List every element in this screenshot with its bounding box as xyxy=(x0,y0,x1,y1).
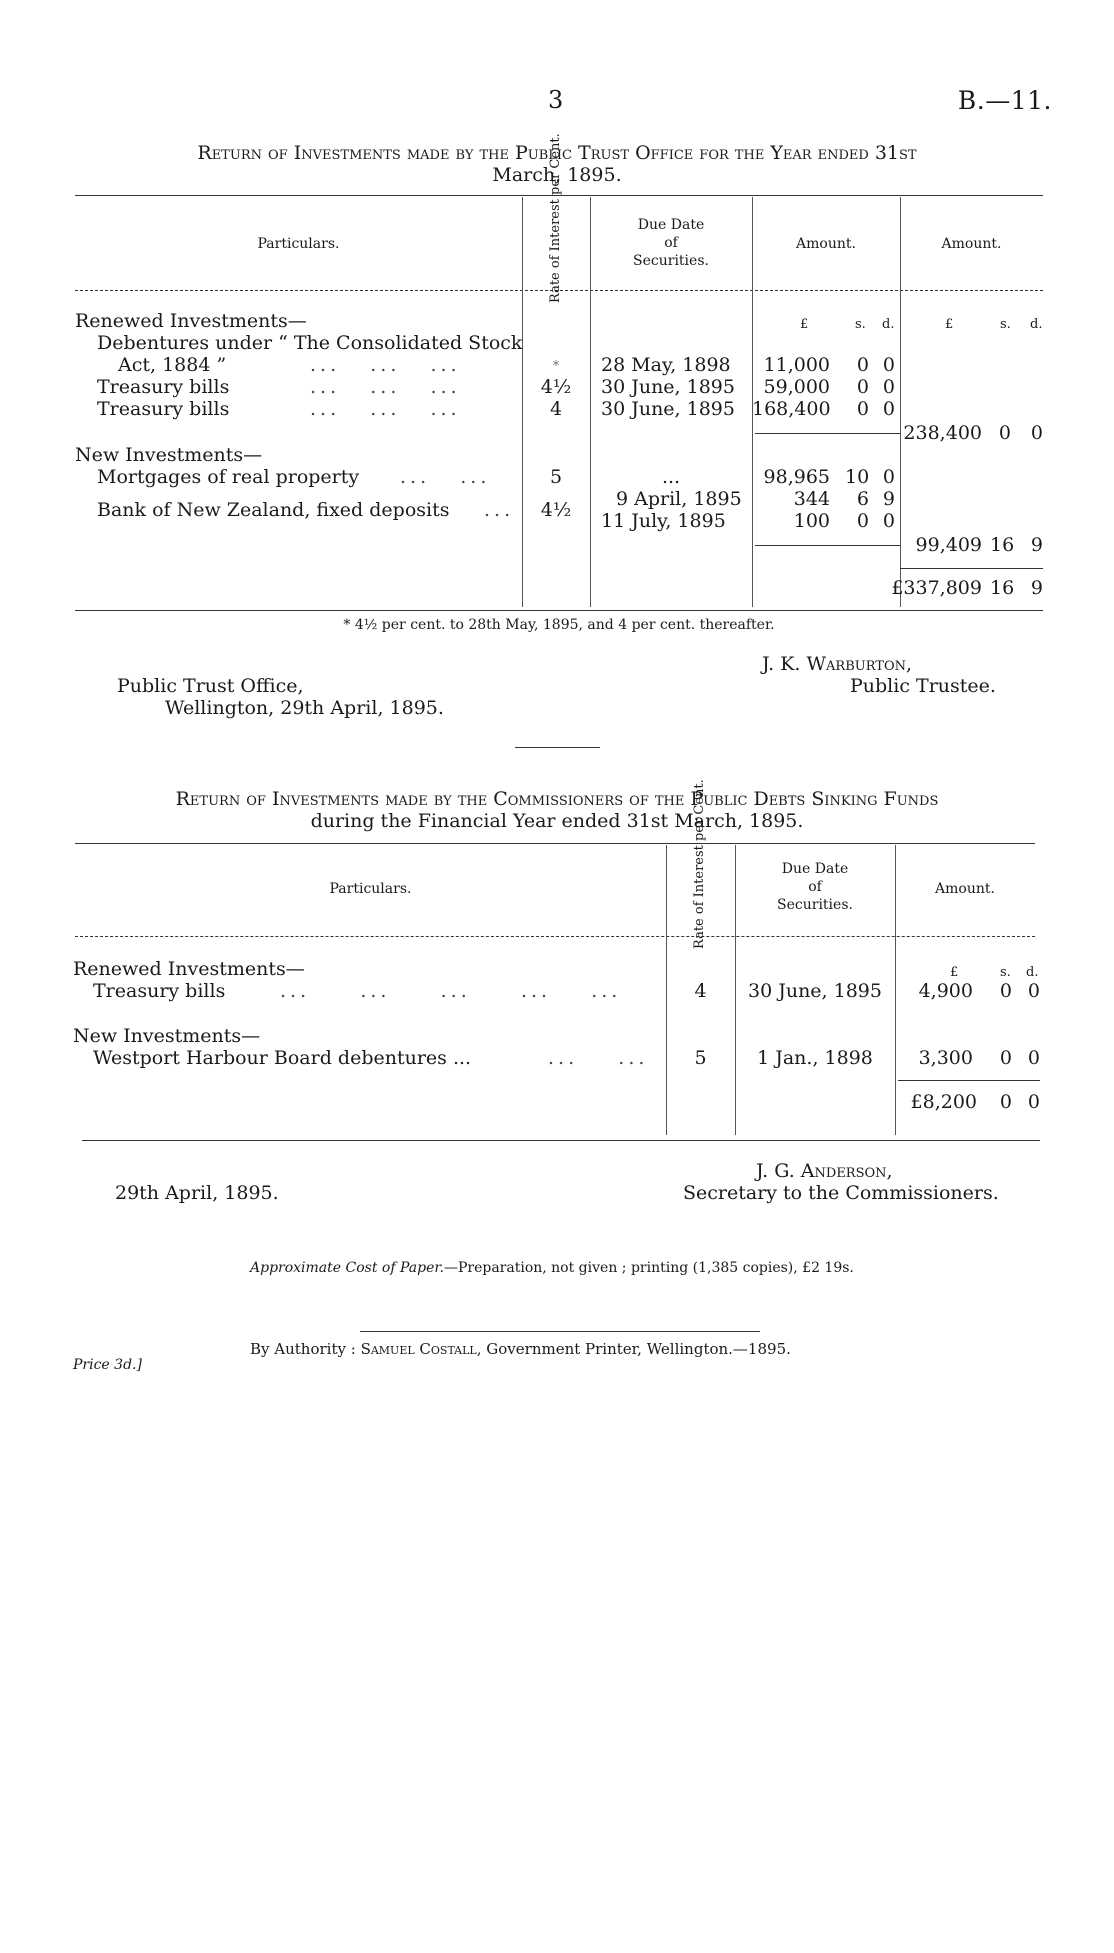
subtotal-pence: 9 xyxy=(1030,534,1043,556)
row-pence: 0 xyxy=(882,354,895,376)
leader-dots: ... ... ... xyxy=(310,376,461,398)
row-rate: 5 xyxy=(694,1047,707,1069)
grand-total-shillings: 16 xyxy=(990,577,1015,599)
row-pounds: 4,900 xyxy=(918,980,973,1002)
table1-title-line2: March, 1895. xyxy=(492,164,622,186)
row-due-date: 1 Jan., 1898 xyxy=(757,1047,873,1069)
row-due-date: 30 June, 1895 xyxy=(601,376,735,398)
leader-dots: ... xyxy=(484,499,515,521)
leader-dots: ... ... xyxy=(548,1047,649,1069)
row-pence: 0 xyxy=(882,398,895,420)
row-label-continued: Act, 1884 ” xyxy=(118,354,227,376)
signatory-title: Public Trustee. xyxy=(850,675,996,697)
unit-pence: d. xyxy=(1026,965,1039,980)
row-pounds: 3,300 xyxy=(918,1047,973,1069)
table1-title-line1: Return of Investments made by the Public Trust Office for the Year ended 31st xyxy=(197,142,917,164)
table2-header-rule xyxy=(75,936,1035,937)
section-heading-new: New Investments— xyxy=(73,1025,261,1047)
unit-shillings: s. xyxy=(1000,317,1011,332)
row-due-date: 9 April, 1895 xyxy=(616,488,742,510)
section-heading-new: New Investments— xyxy=(75,444,263,466)
unit-pence: d. xyxy=(882,317,895,332)
row-due-date: 30 June, 1895 xyxy=(748,980,882,1002)
table2-title-line2: during the Financial Year ended 31st March, 1895. xyxy=(310,810,804,832)
row-pounds: 11,000 xyxy=(763,354,830,376)
subtotal-shillings: 0 xyxy=(998,422,1011,444)
document-reference: B.—11. xyxy=(957,86,1052,115)
row-pounds: 344 xyxy=(793,488,830,510)
office-address-line2: Wellington, 29th April, 1895. xyxy=(165,697,444,719)
unit-shillings: s. xyxy=(855,317,866,332)
page-number: 3 xyxy=(548,86,564,114)
grand-total-pounds: £8,200 xyxy=(910,1091,977,1113)
row-shillings: 0 xyxy=(856,398,869,420)
total-rule xyxy=(900,568,1043,569)
table1-header-rate: Rate of Interest per Cent. xyxy=(548,133,563,303)
table1-header-particulars: Particulars. xyxy=(257,236,340,252)
subtotal-rule xyxy=(755,545,900,546)
row-pence: 0 xyxy=(1027,1047,1040,1069)
subtotal-rule xyxy=(755,433,900,434)
grand-total-pence: 0 xyxy=(1027,1091,1040,1113)
grand-total-shillings: 0 xyxy=(999,1091,1012,1113)
table2-header-rate: Rate of Interest per Cent. xyxy=(692,779,707,949)
leader-dots: ... ... ... xyxy=(310,398,461,420)
table2-top-rule xyxy=(75,843,1035,844)
table1-footnote: * 4½ per cent. to 28th May, 1895, and 4 per cent. thereafter. xyxy=(343,617,775,633)
row-due-date: 28 May, 1898 xyxy=(601,354,731,376)
unit-pounds: £ xyxy=(950,965,959,980)
row-label: Treasury bills xyxy=(97,398,230,420)
unit-shillings: s. xyxy=(1000,965,1011,980)
row-label: Westport Harbour Board debentures ... xyxy=(93,1047,472,1069)
row-pence: 9 xyxy=(882,488,895,510)
printer-authority: By Authority : Samuel Costall, Government Printer, Wellington.—1895. xyxy=(250,1340,791,1358)
subtotal-shillings: 16 xyxy=(990,534,1015,556)
table2-header-amount: Amount. xyxy=(935,881,995,897)
row-pence: 0 xyxy=(882,466,895,488)
table1-bottom-rule xyxy=(75,610,1043,611)
row-label: Treasury bills xyxy=(93,980,226,1002)
row-pounds: 59,000 xyxy=(763,376,830,398)
row-shillings: 0 xyxy=(999,1047,1012,1069)
signatory-title: Secretary to the Commissioners. xyxy=(683,1182,999,1204)
table1-header-amount: Amount. xyxy=(796,236,856,252)
row-rate: * xyxy=(552,359,560,374)
row-label: Treasury bills xyxy=(97,376,230,398)
row-pence: 0 xyxy=(1027,980,1040,1002)
leader-dots: ... ... ... xyxy=(310,354,461,376)
row-label: Mortgages of real property xyxy=(97,466,360,488)
row-due-date: ... xyxy=(661,466,681,488)
table2-title-line1: Return of Investments made by the Commissioners of the Public Debts Sinking Funds xyxy=(175,788,939,810)
unit-pounds: £ xyxy=(800,317,809,332)
row-rate: 4 xyxy=(694,980,707,1002)
row-shillings: 0 xyxy=(856,376,869,398)
unit-pence: d. xyxy=(1030,317,1043,332)
row-due-date: 30 June, 1895 xyxy=(601,398,735,420)
row-shillings: 0 xyxy=(856,354,869,376)
table2-bottom-rule xyxy=(82,1140,1040,1141)
price-label: Price 3d.] xyxy=(73,1357,142,1373)
leader-dots: ... ... ... ... ... xyxy=(280,980,622,1002)
row-pence: 0 xyxy=(882,376,895,398)
section-heading-renewed: Renewed Investments— xyxy=(73,958,305,980)
cost-of-paper-note: Approximate Cost of Paper.—Preparation, not given ; printing (1,385 copies), £2 19s. xyxy=(250,1260,854,1276)
row-rate: 5 xyxy=(549,466,563,488)
row-rate: 4½ xyxy=(540,499,572,521)
row-pounds: 100 xyxy=(793,510,830,532)
section-separator xyxy=(515,747,600,748)
footer-rule xyxy=(360,1331,760,1332)
cost-of-paper-label: Approximate Cost of Paper. xyxy=(250,1260,444,1276)
row-pence: 0 xyxy=(882,510,895,532)
grand-total-pounds: £337,809 xyxy=(891,577,982,599)
row-shillings: 10 xyxy=(845,466,870,488)
table1-header-due: Due Date of Securities. xyxy=(633,217,709,269)
signatory-name: J. G. Anderson, xyxy=(756,1160,893,1182)
signature-date: 29th April, 1895. xyxy=(115,1182,279,1204)
row-shillings: 0 xyxy=(999,980,1012,1002)
grand-total-pence: 9 xyxy=(1030,577,1043,599)
table2-header-due: Due Date of Securities. xyxy=(777,861,853,913)
section-heading-renewed: Renewed Investments— xyxy=(75,310,307,332)
row-rate: 4½ xyxy=(540,376,572,398)
row-shillings: 6 xyxy=(856,488,869,510)
signatory-name: J. K. Warburton, xyxy=(762,653,913,675)
table2-header-particulars: Particulars. xyxy=(329,881,412,897)
row-shillings: 0 xyxy=(856,510,869,532)
row-pounds: 98,965 xyxy=(763,466,830,488)
subtotal-pounds: 238,400 xyxy=(903,422,982,444)
office-address-line1: Public Trust Office, xyxy=(117,675,304,697)
row-due-date: 11 July, 1895 xyxy=(601,510,726,532)
subtotal-pence: 0 xyxy=(1030,422,1043,444)
table1-header-amount-total: Amount. xyxy=(941,236,1002,252)
row-pounds: 168,400 xyxy=(752,398,831,420)
row-label: Debentures under “ The Consolidated Stock xyxy=(97,332,523,354)
subtotal-pounds: 99,409 xyxy=(915,534,982,556)
total-rule xyxy=(898,1080,1040,1081)
row-rate: 4 xyxy=(549,398,563,420)
unit-pounds: £ xyxy=(945,317,954,332)
row-label: Bank of New Zealand, fixed deposits xyxy=(97,499,450,521)
leader-dots: ... ... xyxy=(400,466,491,488)
